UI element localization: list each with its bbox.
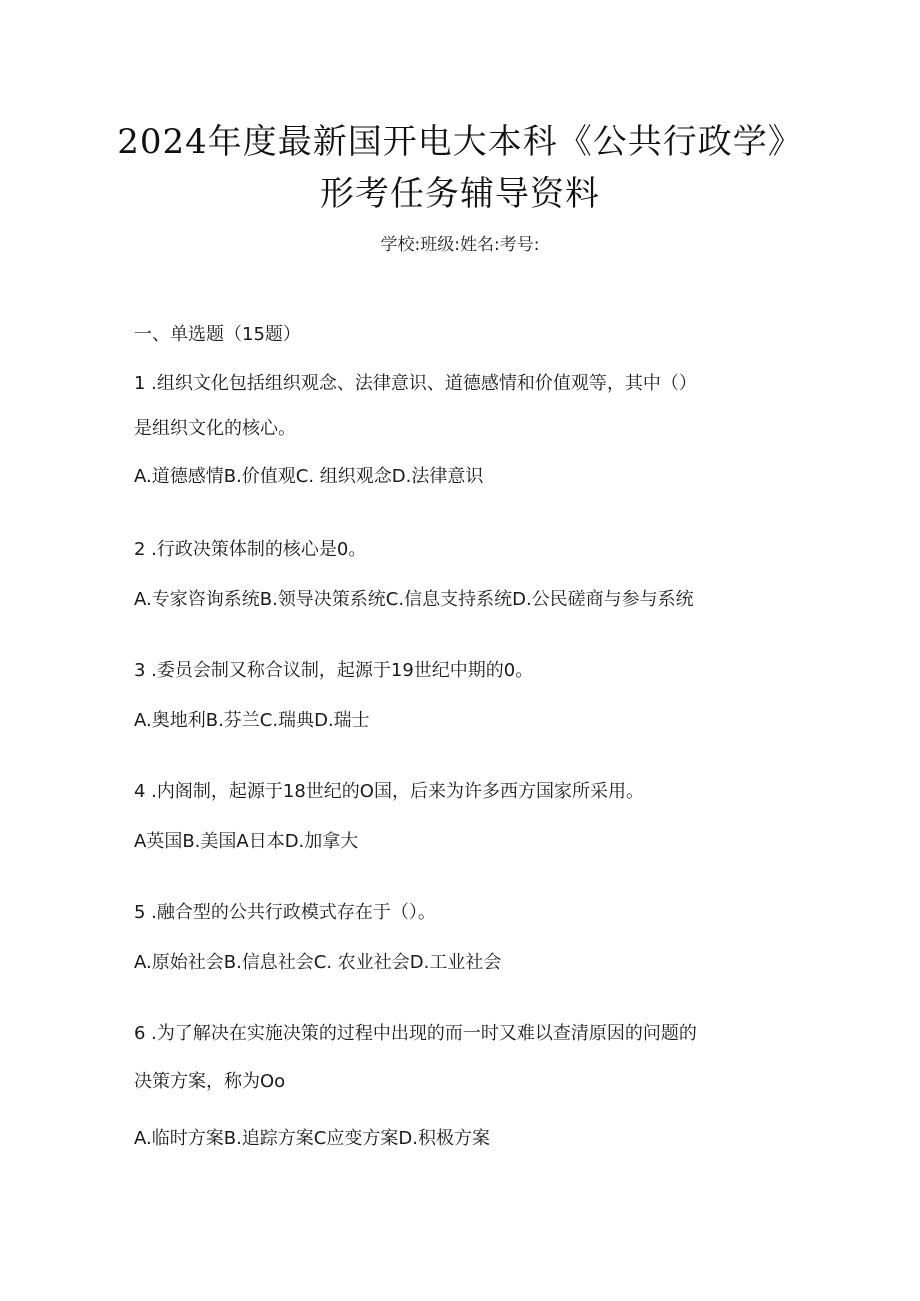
- question-2-stem: 2 .行政决策体制的核心是0。: [134, 539, 367, 560]
- document-title-line-2: 形考任务辅导资料: [320, 174, 600, 214]
- question-1-options: A.道德感情B.价值观C. 组织观念D.法律意识: [134, 466, 484, 487]
- section-heading: 一、单选题（15题）: [134, 324, 301, 345]
- question-5-stem: 5 .融合型的公共行政模式存在于（）。: [134, 902, 436, 923]
- question-4-options: A英国B.美国A日本D.加拿大: [134, 831, 359, 852]
- document-title-line-1: 2024年度最新国开电大本科《公共行政学》: [117, 122, 803, 162]
- question-6-options: A.临时方案B.追踪方案C应变方案D.积极方案: [134, 1128, 490, 1149]
- question-4-stem: 4 .内阁制，起源于18世纪的O国，后来为许多西方国家所采用。: [134, 781, 644, 802]
- question-2-options: A.专家咨询系统B.领导决策系统C.信息支持系统D.公民磋商与参与系统: [134, 589, 694, 610]
- question-6-stem-line-1: 6 .为了解决在实施决策的过程中出现的而一时又难以查清原因的问题的: [134, 1023, 697, 1044]
- question-6-stem-line-2: 决策方案，称为Oo: [134, 1071, 286, 1092]
- question-1-stem-line-1: 1 .组织文化包括组织观念、法律意识、道德感情和价值观等，其中（）: [134, 373, 697, 394]
- student-info-line: 学校:班级:姓名:考号:: [380, 235, 540, 255]
- question-1-stem-line-2: 是组织文化的核心。: [134, 418, 296, 439]
- question-3-stem: 3 .委员会制又称合议制，起源于19世纪中期的0。: [134, 660, 534, 681]
- question-5-options: A.原始社会B.信息社会C. 农业社会D.工业社会: [134, 952, 502, 973]
- question-3-options: A.奥地利B.芬兰C.瑞典D.瑞士: [134, 710, 370, 731]
